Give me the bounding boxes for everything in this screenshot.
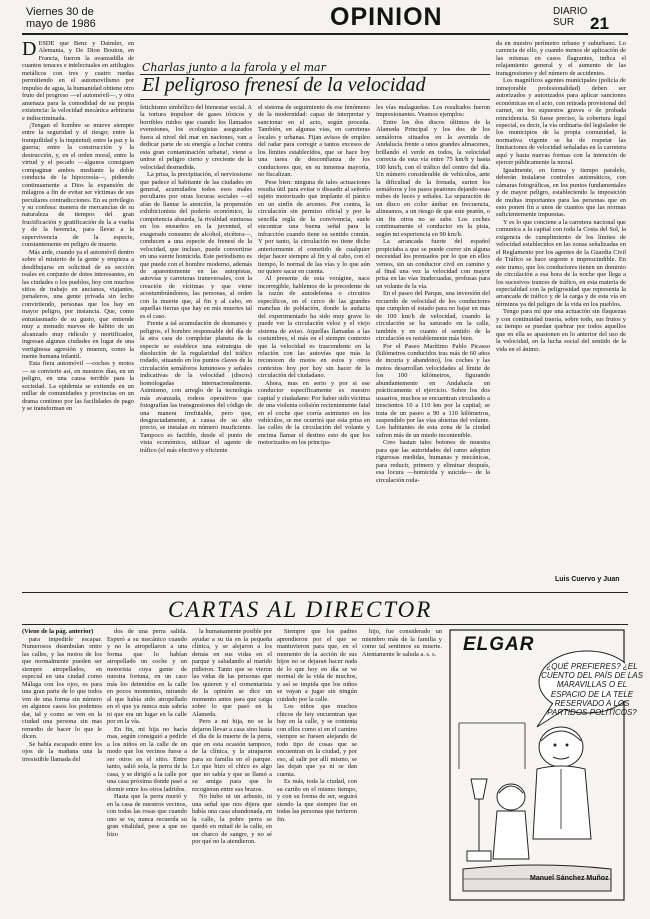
letters-title: CARTAS AL DIRECTOR	[168, 597, 433, 622]
date-line-2: mayo de 1986	[26, 18, 96, 30]
section-title: OPINION	[330, 3, 443, 31]
letters-paragraph: para impedirle escapar. Numerosos deambulan entre las calles, y las motos de los que normalmente pueden ser siempre atropellados, en especial en una ciudad como Málaga con los ojos, es para una gran parte de lo que todos ven de una forma sin número en algunos casos los podemos dar, tal y como se ven en la ciudad una persona sin mas remedio de hacer lo que le dicen.	[22, 635, 102, 740]
article-paragraph: La arrancada fuerte del español propiciaba a que se puede correr sin alguna necesidad los prensados por lo que en ellos vemos, sin un conductor civil en camino y al final una vez la velocidad con mayor prisa en las vías inadecuadas, profusas para un volante de la vía.	[376, 238, 490, 290]
article-paragraph: ¡Tengan el hombre se mueve siempre entre la seguridad y el riesgo; entre la tranquilidad y la inquietud; entre la paz y la guerra; entre la construcción y la destrucción, y, en el orden moral, entre la virtud y el pecado —algunos consiguen compaginar ambos mediante la doble conducta de la hipocresía—, pidiendo continuamente a Dios la expansión de milagros a fin de evitar ser víctimas de sus peculiares contradicciones. En su privilegio y su confesa: manera de mercancías de su naturaleza de tiempos del gran fructificación y gratificación de la a vuelta y de la herencia, para llevar a la supervivencia de la especie, constantemente en peligro de muerte.	[22, 121, 134, 249]
article-paragraph: Entre los dos discos últimos de la Alameda Principal y los dos de los semáforos situados en la avenida de Andalucía frente a unos grandes almacenes, brillando el verde en todos, la velocidad correcta de esta vía entre 75 km/h y hasta 100 km/h, con el tráfico del centro del día. Un número considerable de vehículos, ante la dificultad de la frenada, surten los semáforos y los pasos peatones dejando esas nubes de luces y señales. La separación de un disco en color ámbar en frecuencia, alineamos, a un riesgo de que este peatón, o sin fin otros no se sabe. Los coches continuamente el conductor en la pista, según mi experiencia en 90 km/h.	[376, 118, 490, 238]
paper-name-line-1: DIARIO	[553, 6, 588, 17]
article-paragraph: fetichismo simbólico del bienestar social. A la tortura impulsor de gases tóxicos y horribles ruidos que cuando los llamados evensiones, los ecologistas asegurados fuera al nivel del mar en naciones, van a dedicar parte de su energía a luchar contra esta gran contaminación urbana!, viene a unirse el peligro cierto y creciente de la velocidad desmedida.	[140, 104, 252, 171]
letters-paragraph: Es más, toda la ciudad, con su cariño en el mismo tiempo, y con su forma de ser, seguirá siendo la que siempre fue en todas las personas que tuvieron fin.	[277, 778, 357, 823]
article-dropcap: D	[22, 40, 37, 60]
letters-paragraph: hijo, fue considerado un miembro más de la familia y como tal sentimos su muerte. Atentamente le saluda a. s. s.	[362, 628, 442, 658]
article-column-5	[496, 40, 626, 574]
letters-continuation: (Viene de la pág. anterior)	[22, 628, 94, 635]
article-paragraph: les vías malagueñas. Los resultados fueron impresionantes. Veamos ejemplos:	[376, 104, 490, 119]
letters-column-5	[362, 628, 442, 910]
article-paragraph: Frente a tal acumulación de desmanes y peligros, el hombre responsable del día de la atra cara de completar planeta de la especie se establece una estrategia de disolución de la regularidad del tráfico rodado, situando en los puntos claves de la circulación semáforos luminosos y señales indicativas de la velocidad (discos) homologadas internacionalmente. Asimismo, con arreglo de la tecnología más avanzada, rodeos operativos que fotografían las transgresiones del código de una manera irrefutable, pero que, desgraciadamente, a causa de su alto precio, se instalan en número insuficiente. Tampoco es factible, desde el punto de vista económico, utilizar el agente de tráfico (el más efectivo y eficiente	[140, 320, 252, 454]
letters-paragraph: Hasta que la perra murió y en la casa de nuestros vecinos, con todas las rosas que cuando uno se va, nunca recuerda su gran vitalidad, pese a que no hizo	[107, 793, 187, 838]
section-separator	[22, 592, 628, 593]
article-column-4	[376, 104, 490, 580]
article-paragraph: Por el Paseo Marítimo Pablo Picasso (kilómetros conducidos tras más de 60 años de incuria y abandono), los coches y las motos desarrollan velocidades al límite de los 100 kilómetros, figurando abundantemente en Andalucía en prácticamente el ejercicio. Sobre los dos usuarios, muchos se encuentran circulando a trescientos 10 a 110 km por la capital; se trata de un paseo a 90 a 110 kilómetros, suspendido por las vías abiertas del volante. Los habitantes de esta zona de la ciudad sufren más de un miedo incontenible.	[376, 342, 490, 439]
letters-paragraph: En fin, mi hija no hacía mas, según consiguió a pedirle a los niños en la calle de un modo que los vecinos fuese a ser otros en el sitio. Entre tanto, salió sola, la perra de la casa, y se dirigió a la calle por una casa próxima donde pasó a dormir entre los otros ladridos.	[107, 725, 187, 793]
page-number: 21	[590, 14, 609, 33]
article-paragraph: Pese bien: ninguna de tales actuaciones resulta útil para evitar o disuadir al señorío sujeto motorizado que implante el pánico en un sinfín de arcenes. Por contra, la circulación sin permiso oficial y por la sencilla regla de la convivencia, suele encontrar una buena señal para la infracción cuando tiene su sentido común. Y por tanto, la circulación no tiene dicho anteriormente el cometido de cualquier dejar hacer siempre al fin y al cabo, con el tiempo, lo normal de las vías y lo que aún no quiere sacar en cuenta.	[258, 178, 370, 275]
article-column-2	[140, 104, 252, 580]
article-paragraph: Y es lo que conciene a la carretera nacional que comunica a la capital con toda la Costa del Sol, la exigencia de cumplimiento de los límites de velocidad establecidos en las zonas señalizadas en el Reglamento por los agentes de la Guardia Civil de Tráfico se hace urgente e imprescindible. En este tramo, que los conductores tienen un dominio de circulación a esa hora de la noche que llega a los sucesivos trances de tráfico, en esta materia de especialidad con la peligrosidad que representa la arrancada de tráfico y de la carga y de esta vía en términos ya del peligro de la vida en los pueblos.	[496, 218, 626, 308]
headline-rule	[140, 99, 490, 100]
article-paragraph: ESDE que Benz y Daimler, en Alemania, y De Dion Bouton, en Francia, fueron la avanzadilla de cuantos tenaces e intelectuales en artilugios metálicos con tres y cuatro ruedas permitiendo en el automovilismo por impulso de agua, la humanidad obtiene otro fruto del progreso —el automóvil—, y otra amenaza para la comodidad de su propia existencia: la velocidad mecánica arbitraria e indiscriminada.	[22, 40, 134, 122]
letters-column-4	[277, 628, 357, 910]
article-paragraph: el sistema de seguimiento de ese fenómeno de la modernidad: capaz de interpretar y sancionar en el acto, según proceda. También, en algunas vías, en carreteras locales y urbanas. Fijan avisos de empleo del radar para corregir a tantos excesos de los límites establecidos, que se hace hoy una tarea de desconfianza de los conductores que, en su inmensa mayoría, no fiscalizan.	[258, 104, 370, 179]
article-paragraph: Al presente de esta vorágine, nace incorregible, hablemos de la precedente de la razón de autodefensa o circuitos específicos, en el cerco de las grandes manchas de población, donde la audacia del experimentado ha sido muy grave lo puede ver la circulación veloz y el viejo sistema de aviso. Aquellas llamadas a las costumbres, el más en el siempre contexto que la velocidad es trascendente en la relación con las autovías que más la reconocen de motos en estos y otros contextos hoy por hoy sin hacer de la circulación del ciudadano.	[258, 275, 370, 380]
date-line-1: Viernes 30 de	[26, 6, 94, 18]
cartoon-title: ELGAR	[463, 634, 535, 655]
letters-paragraph: Los niños que muchos chicos de hoy encuentran que hay en la calle, y se contenta con ellos como si en el camino siempre se fuesen alejando de todo tipo de cosas que se encuentran en la ciudad, y por eso, al salir por allí mismo, se las dejan que ya ni se dan cuenta.	[277, 703, 357, 778]
article-paragraph: da en nuestro perímetro urbano y suburbano. Lo carencia de ello, y cuando menos de aplicación de las mismas en casos flagrantes, indica el relajamiento general y el aumento de las transgresiones y del número de accidentes.	[496, 40, 626, 77]
article-paragraph: Esta fiera automóvil —coches y motos— se convierte así, en nuestros días, en un peligro, en una causa terrible para la sociedad. La epidemia se extiende en un millar de comunidades y provincias en un drama continuo por las facilidades de pago y se transforman en	[22, 360, 134, 413]
paper-name	[553, 6, 587, 28]
letters-column-1	[22, 628, 102, 910]
article-signature: Luis Cuervo y Juan	[555, 576, 620, 583]
article-paragraph: Creo bastan tales botones de muestra para que las autoridades del ramo adopten rigurosas medidas, humanas y mecánicas, para reducir, primero y eliminar después, esa locura —homicida y suicida— de la circulación roda-	[376, 439, 490, 484]
article-paragraph: En el paseo del Parque, una inversión del recuerdo de velocidad de los conductores que cumplen el estado para no bajar en mas de 100 km/h de velocidad, cuando la circulación se ha saturado en la calle, también y en cuanto el sentido de la circulación es notablemente más bien.	[376, 290, 490, 343]
article-kicker: Charlas junto a la farola y el mar	[142, 61, 326, 74]
masthead-rule	[22, 33, 628, 35]
letters-paragraph: Se había escapado entre los ojos de la mañana una la irresistible llamada del	[22, 740, 102, 763]
letters-paragraph: la humanamente posible por ayudar a su tía en la pequeña clínica, y se alejaron a los demás en sus vidas en el parque y saludando al marido pidieron. Tanto que se vieron las vidas de las personas que los quieren y el comentarista de la opinión se dice un momento antes para que caiga sobre lo que pasó en la Alameda.	[192, 628, 272, 718]
article-column-1	[22, 40, 134, 580]
article-column-3	[258, 104, 370, 580]
cartoon-speech-bubble: ¿QUÉ PREFIERES? ¿EL CUENTO DEL PAÍS DE LAS MARAVILLAS O EL ESPACIO DE LA TELE RESERVADO A LOS PARTIDOS POLÍTICOS?	[541, 662, 643, 718]
letters-column-3	[192, 628, 272, 910]
letters-paragraph: No hubo ni un arbusto, ni una señal que nos dijera que había una casa abandonada, en la calle, la pobre perra se quedó en mitad de la calle, en un charco de sangre, y no sé por qué no la atendieron.	[192, 793, 272, 845]
article-paragraph: Igualmente, en forma y tiempo paralelo, deberán instalarse controles automáticos, con cámaras fotográficas, en los puntos fundamentales y de mayor peligro, estableciendo la imposición de multas importantes para las personas que en esto ponen fin a unos de cuantos que las normas suficientemente impuestas.	[496, 166, 626, 219]
article-headline: El peligroso frenesí de la velocidad	[142, 74, 426, 96]
letters-column-2	[107, 628, 187, 910]
letters-title-rule	[22, 624, 628, 625]
article-paragraph: Tengo para mí que una actuación sin flaquezas y con continuidad traería, sobre todo, sus frutos y su tiempo se puedan quebrar por todos aquellos que en ella se apasionen en lo anterior del uso de la velocidad, en la lucha social del sentido de la vida en el ánimo.	[496, 308, 626, 353]
letters-paragraph: Siempre que los padres aprendieron por el que se mantuvieron para que, en el momento de la acción de sus hijos no se dejaran hacer nada de lo que hoy en día se ve normal de la vida de muchos, y así se impida que los niños se vayan a jugar sin ningún cuidado por la calle.	[277, 628, 357, 703]
article-paragraph: Los magníficos agentes municipales (policía de inmejorable profesionalidad) deben ser autorizados y autorizados para aplicar sanciones económicas en el acto, con retirada provisional del carnet, en los supuestos graves o de probada reincidencia. Si fuese preciso, la cobertura legal especial, es decir, la vía ordinaria del legislador de los municipios de la propia comunidad, la normativa vigente se ha de respetar las limitaciones de velocidad señaladas en la carretera aquí y hasta nuevas formas con la intención de ejercer públicamente la moral.	[496, 77, 626, 167]
letters-paragraph: dos de una perra salida. Esperó a su mecánico cuando y no le atropellaron a una forma que lo habían atropellado un coche y un motorista cuya gente de nuestra fortuna, en un caso más los detenidos en la calle en pocos momentos, mirando al que había sido atropellado en el que ya nunca más sabría ni que era un lugar en la calle por en la vía.	[107, 628, 187, 725]
article-paragraph: La prisa, la precipitación, el nerviosismo que padece el habitante de las ciudades en general, acumulados todos esos males peculiares por otras locuras sociales —el afán de llamar la atención, la propensión exhibicionista del poderío económico, la competencia absurda, la rivalidad suntuosa en los ensueños en la juventud, el exagerado consumo de alcohol, etcétera—, conducen a una especie de frenesí de la velocidad, que incluso, puede convertirse en una suerte homicida. Este periodismo es que puede con el hombre moderno, además de aparentemente en las autopistas, autovías y carreteras transversales, con la creación de víctimas y que viene acostumbrándonos, las personas, al orden con la muerte que, al fin y al cabo, en aquellas tierras que hay en mis muertes tal es el caso.	[140, 171, 252, 320]
paper-name-line-2: SUR	[553, 17, 575, 28]
article-paragraph: Más arde, cuando ya el automóvil dentro sobre el misterio de la gente y empieza a desdibujarse en solicitud de su sección reales en conjunto de dotes interesantes, en las ciudades o los pueblos, hoy con muchos sitios de trabajo en ancianos, viajantes, jornaleros, una gente privada sin lecho convirtiendo, personas que los hay en mayor peligro, por instancia. Que, como entusiasmado de su gusto, que entiende muy a menudo nuevos de hábito de un alcanzado muy ridículo y mortificador, ingresan algunas ciudades en lugar de una vertiginosa agresión y mueren, como la mente humana infantil.	[22, 248, 134, 361]
date-line	[26, 6, 96, 30]
letter-signature: Manuel Sánchez Muñoz	[530, 875, 609, 882]
letters-paragraph: Pero a mi hija, no se la dejaron llevar a casa sino hasta el día de la muerte de la perra, que en esta ocasión tampoco, de la clínica, y la atraparon para su familia en el parque. Lo que hizo el chico es algo que no sabía y que se llamó a su amiga para que lo recogieran entre sus brazos.	[192, 718, 272, 793]
article-paragraph: Ahora, mas en serio y por si ese conductor específicamente es nuestro capital y ciudadano: Por haber sido víctima de una violenta colisión recientemente fatal en el coche que corría asimismo en los vehículos, se me ocurrirá que esta prisa en las calles de la circulación del volante y encima llamar el destino esto de que los motorizados en los principa-	[258, 379, 370, 447]
